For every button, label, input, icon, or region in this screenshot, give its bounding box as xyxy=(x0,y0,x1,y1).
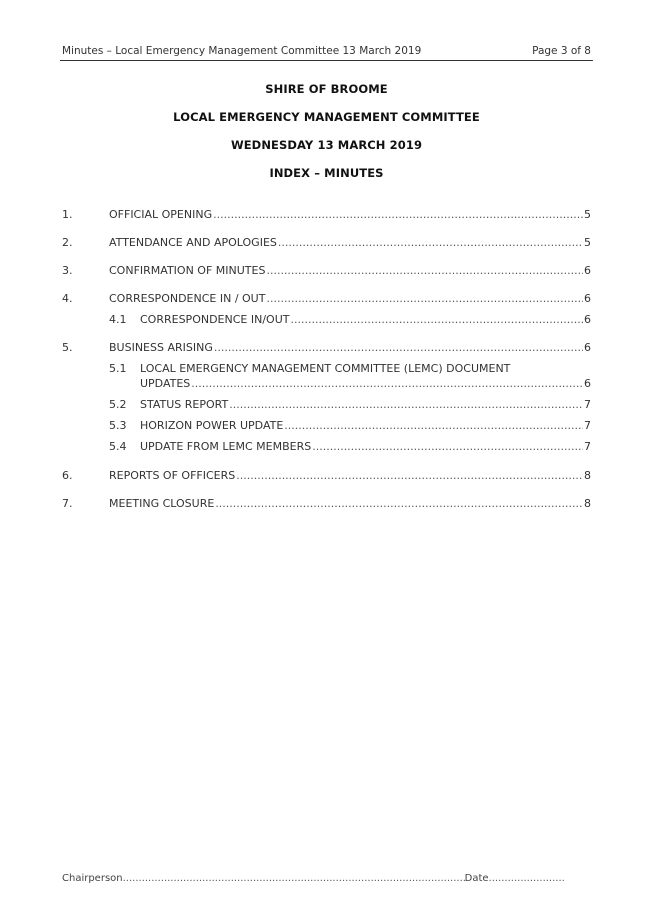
toc-page: 7 xyxy=(584,440,591,453)
toc-title: CORRESPONDENCE IN / OUT xyxy=(109,292,266,305)
toc-leader-line xyxy=(109,341,591,354)
toc-title: MEETING CLOSURE xyxy=(109,497,215,510)
index-title: INDEX – MINUTES xyxy=(269,166,384,180)
toc-leader-line xyxy=(109,208,591,221)
toc-dots xyxy=(215,497,583,510)
toc-leader-line xyxy=(140,377,591,390)
toc-dots xyxy=(229,398,583,411)
toc-dots xyxy=(284,419,583,432)
toc-title: OFFICIAL OPENING xyxy=(109,208,213,221)
shire-title: SHIRE OF BROOME xyxy=(265,82,388,96)
toc-leader-line xyxy=(109,292,591,305)
toc-title: CORRESPONDENCE IN/OUT xyxy=(140,313,290,326)
toc-dots xyxy=(236,469,583,482)
toc-leader-line xyxy=(140,419,591,432)
toc-number: 2. xyxy=(62,236,73,249)
date-label: Date xyxy=(464,873,489,884)
toc-entry[interactable] xyxy=(0,236,653,252)
header-title: Minutes – Local Emergency Management Committee 13 March 2019 xyxy=(62,45,422,57)
meeting-date-title: WEDNESDAY 13 MARCH 2019 xyxy=(230,138,423,152)
toc-leader-line xyxy=(140,313,591,326)
toc-page: 6 xyxy=(584,292,591,305)
toc-title: STATUS REPORT xyxy=(140,398,229,411)
toc-entry[interactable] xyxy=(0,341,653,357)
toc-dots xyxy=(312,440,583,453)
toc-dots xyxy=(290,313,583,326)
toc-page: 6 xyxy=(584,264,591,277)
toc-number: 5.1 xyxy=(109,362,127,375)
toc-subentry[interactable] xyxy=(0,398,653,414)
toc-number: 7. xyxy=(62,497,73,510)
toc-number: 3. xyxy=(62,264,73,277)
toc-leader-line xyxy=(109,236,591,249)
toc-entry[interactable] xyxy=(0,469,653,485)
toc-number: 5.3 xyxy=(109,419,127,432)
toc-entry[interactable] xyxy=(0,208,653,224)
toc-dots xyxy=(191,377,583,390)
toc-number: 4. xyxy=(62,292,73,305)
toc-page: 7 xyxy=(584,419,591,432)
toc-page: 6 xyxy=(584,313,591,326)
toc-title: LOCAL EMERGENCY MANAGEMENT COMMITTEE (LEMC) DOCUMENT xyxy=(140,362,511,375)
toc-number: 6. xyxy=(62,469,73,482)
toc-leader-line xyxy=(140,440,591,453)
toc-dots xyxy=(214,341,583,354)
signature-footer xyxy=(62,873,566,889)
toc-subentry[interactable] xyxy=(0,419,653,435)
toc-dots xyxy=(213,208,583,221)
toc-entry[interactable] xyxy=(0,264,653,280)
toc-dots xyxy=(266,292,583,305)
toc-title-continued: UPDATES xyxy=(140,377,191,390)
toc-page: 5 xyxy=(584,236,591,249)
toc-number: 5.4 xyxy=(109,440,127,453)
chairperson-signature-line xyxy=(123,873,465,884)
toc-subentry[interactable] xyxy=(0,440,653,456)
toc-page: 5 xyxy=(584,208,591,221)
chairperson-label: Chairperson xyxy=(62,873,123,884)
toc-title: UPDATE FROM LEMC MEMBERS xyxy=(140,440,312,453)
toc-dots xyxy=(266,264,583,277)
page-number: Page 3 of 8 xyxy=(532,45,591,57)
toc-leader-line xyxy=(109,264,591,277)
toc-number: 1. xyxy=(62,208,73,221)
toc-entry[interactable] xyxy=(0,497,653,513)
toc-leader-line xyxy=(140,398,591,411)
toc-page: 7 xyxy=(584,398,591,411)
toc-page: 8 xyxy=(584,497,591,510)
committee-title: LOCAL EMERGENCY MANAGEMENT COMMITTEE xyxy=(173,110,480,124)
toc-dots xyxy=(278,236,583,249)
toc-title: HORIZON POWER UPDATE xyxy=(140,419,284,432)
date-signature-line xyxy=(489,873,565,884)
toc-title: ATTENDANCE AND APOLOGIES xyxy=(109,236,277,249)
toc-title: CONFIRMATION OF MINUTES xyxy=(109,264,266,277)
toc-page: 6 xyxy=(584,377,591,390)
toc-subentry[interactable] xyxy=(0,313,653,329)
toc-subentry[interactable] xyxy=(0,362,653,398)
toc-page: 8 xyxy=(584,469,591,482)
toc-number: 5.2 xyxy=(109,398,127,411)
toc-number: 4.1 xyxy=(109,313,127,326)
toc-page: 6 xyxy=(584,341,591,354)
page-header xyxy=(60,43,593,61)
toc-title: BUSINESS ARISING xyxy=(109,341,213,354)
toc-entry[interactable] xyxy=(0,292,653,308)
toc-leader-line xyxy=(109,469,591,482)
toc-number: 5. xyxy=(62,341,73,354)
toc-leader-line xyxy=(109,497,591,510)
toc-title: REPORTS OF OFFICERS xyxy=(109,469,236,482)
